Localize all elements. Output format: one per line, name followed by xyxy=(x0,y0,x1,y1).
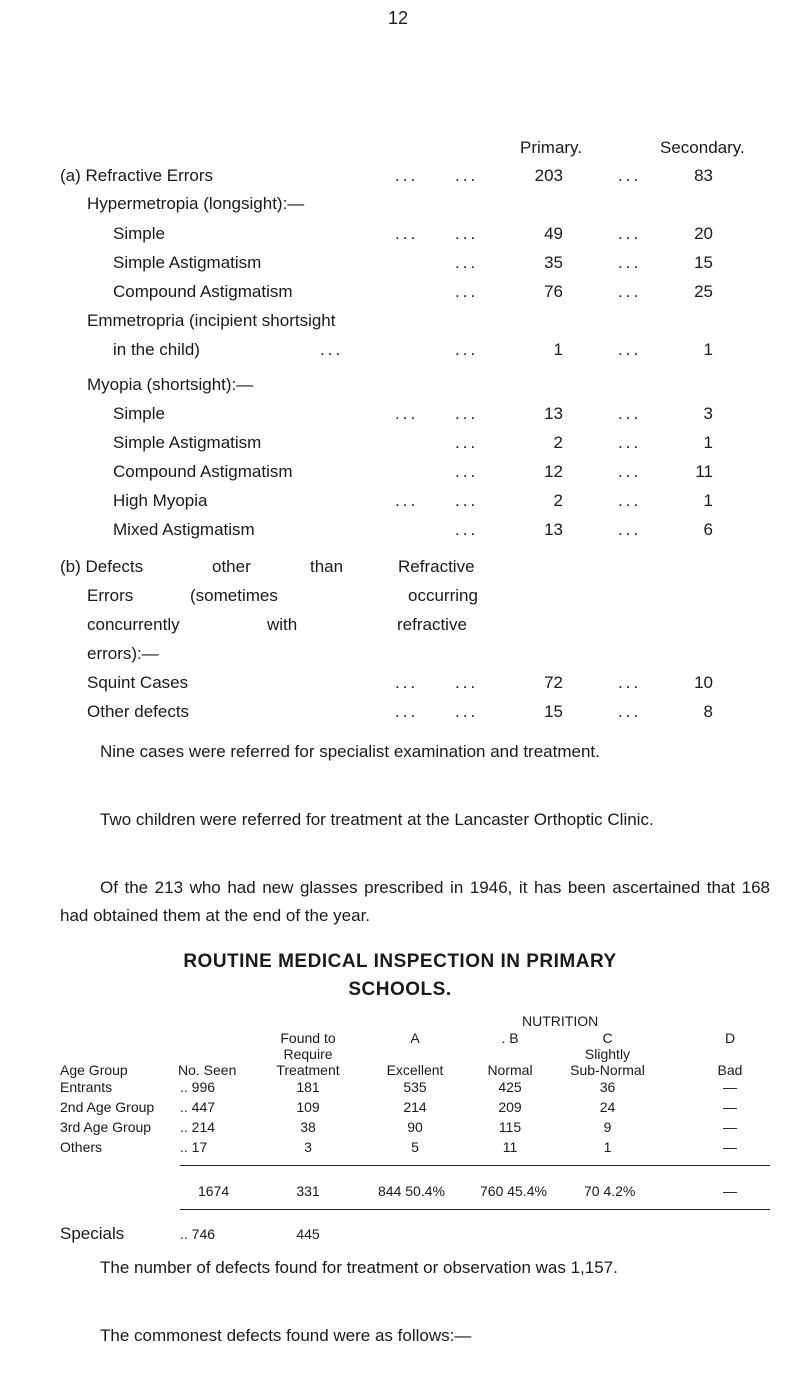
leader-dots: ... xyxy=(395,404,419,423)
totals-d: — xyxy=(723,1183,737,1199)
myopia-row-secondary: 3 xyxy=(703,404,713,423)
paragraph-orthoptic-clinic: Two children were referred for treatment at the Lancaster Orthoptic Clinic. xyxy=(100,810,654,829)
header-c-line3: Sub-Normal xyxy=(570,1062,645,1078)
header-c-line1: C xyxy=(602,1030,613,1046)
refractive-errors-secondary: 83 xyxy=(694,166,713,185)
defects-line1-a: (b) Defects xyxy=(60,557,144,576)
defects-line3-b: with xyxy=(267,615,298,634)
hyper-row-label: Compound Astigmatism xyxy=(113,282,293,301)
table-row-group: 2nd Age Group xyxy=(60,1099,155,1115)
table-row-b: 115 xyxy=(498,1119,522,1135)
paragraph-defects-count: The number of defects found for treatment or observation was 1,157. xyxy=(100,1258,618,1277)
emmetropria-secondary: 1 xyxy=(703,340,713,359)
defects-line4: errors):— xyxy=(87,644,159,663)
leader-dots: ... xyxy=(455,702,479,721)
header-a-line1: A xyxy=(410,1030,420,1046)
leader-dots: ... xyxy=(618,282,642,301)
leader-dots: ... xyxy=(618,224,642,243)
defects-line2-c: occurring xyxy=(408,586,478,605)
defects-line1-d: Refractive xyxy=(398,557,475,576)
primary-column-header: Primary. xyxy=(520,138,583,157)
myopia-row-label: Simple Astigmatism xyxy=(113,433,262,452)
section-heading-line2: SCHOOLS. xyxy=(348,979,452,1000)
leader-dots: ... xyxy=(618,166,642,185)
leader-dots: ... xyxy=(455,462,479,481)
defects-row-primary: 72 xyxy=(544,673,563,692)
table-row-group: 3rd Age Group xyxy=(60,1119,152,1135)
table-row-c: 36 xyxy=(599,1079,616,1095)
totals-c: 70 4.2% xyxy=(584,1183,636,1199)
table-row-seen: .. 17 xyxy=(180,1139,208,1155)
leader-dots: ... xyxy=(455,340,479,359)
leader-dots: ... xyxy=(618,404,642,423)
paragraph-commonest-defects: The commonest defects found were as follows:— xyxy=(100,1326,472,1345)
table-row-d: — xyxy=(723,1099,737,1115)
leader-dots: ... xyxy=(455,491,479,510)
leader-dots: ... xyxy=(618,520,642,539)
table-row-c: 1 xyxy=(603,1139,612,1155)
hyper-row-secondary: 20 xyxy=(694,224,713,243)
header-b-line1: . B xyxy=(501,1030,519,1046)
header-found-line3: Treatment xyxy=(276,1062,340,1078)
paragraph-specialist-referrals: Nine cases were referred for specialist examination and treatment. xyxy=(100,742,600,761)
header-no-seen: No. Seen xyxy=(178,1062,237,1078)
leader-dots: ... xyxy=(455,520,479,539)
hyper-row-primary: 49 xyxy=(544,224,563,243)
table-row-seen: .. 996 xyxy=(180,1079,216,1095)
secondary-column-header: Secondary. xyxy=(660,138,745,157)
leader-dots: ... xyxy=(618,340,642,359)
leader-dots: ... xyxy=(455,282,479,301)
leader-dots: ... xyxy=(618,253,642,272)
myopia-row-primary: 13 xyxy=(544,520,563,539)
refractive-errors-title: (a) Refractive Errors xyxy=(60,166,214,185)
leader-dots: ... xyxy=(618,491,642,510)
defects-line2-b: (sometimes xyxy=(190,586,278,605)
specials-label: Specials xyxy=(60,1224,125,1243)
emmetropria-primary: 1 xyxy=(553,340,563,359)
hyper-row-label: Simple xyxy=(113,224,165,243)
header-c-line2: Slightly xyxy=(584,1046,631,1062)
defects-line1-b: other xyxy=(212,557,251,576)
table-row-seen: .. 214 xyxy=(180,1119,216,1135)
defects-line1-c: than xyxy=(310,557,344,576)
hyper-row-primary: 76 xyxy=(544,282,563,301)
table-row-a: 535 xyxy=(403,1079,427,1095)
myopia-row-primary: 12 xyxy=(544,462,563,481)
header-a-line2: Excellent xyxy=(386,1062,444,1078)
hyper-row-primary: 35 xyxy=(544,253,563,272)
leader-dots: ... xyxy=(455,166,479,185)
leader-dots: ... xyxy=(395,166,419,185)
table-row-group: Others xyxy=(60,1139,103,1155)
table-row-treatment: 3 xyxy=(304,1139,312,1155)
leader-dots: ... xyxy=(395,673,419,692)
myopia-row-secondary: 6 xyxy=(703,520,713,539)
myopia-row-secondary: 1 xyxy=(703,433,713,452)
myopia-row-label: Simple xyxy=(113,404,165,423)
specials-seen: .. 746 xyxy=(180,1226,216,1242)
table-row-group: Entrants xyxy=(60,1079,113,1095)
defects-row-label: Other defects xyxy=(87,702,190,721)
myopia-row-primary: 13 xyxy=(544,404,563,423)
myopia-row-label: Compound Astigmatism xyxy=(113,462,293,481)
nutrition-label: NUTRITION xyxy=(522,1013,599,1029)
table-row-d: — xyxy=(723,1119,737,1135)
header-found-line1: Found to xyxy=(280,1030,336,1046)
totals-a: 844 50.4% xyxy=(378,1183,445,1199)
myopia-row-primary: 2 xyxy=(553,491,563,510)
defects-line3-c: refractive xyxy=(397,615,467,634)
table-row-treatment: 181 xyxy=(296,1079,320,1095)
table-row-d: — xyxy=(723,1139,737,1155)
table-row-b: 425 xyxy=(498,1079,522,1095)
myopia-row-label: High Myopia xyxy=(113,491,208,510)
defects-line2-a: Errors xyxy=(87,586,134,605)
defects-row-secondary: 8 xyxy=(703,702,713,721)
header-b-line2: Normal xyxy=(487,1062,533,1078)
header-d-line1: D xyxy=(724,1030,736,1046)
totals-b: 760 45.4% xyxy=(480,1183,547,1199)
header-found-line2: Require xyxy=(283,1046,333,1062)
myopia-heading: Myopia (shortsight):— xyxy=(87,375,254,394)
leader-dots: ... xyxy=(395,702,419,721)
leader-dots: ... xyxy=(455,404,479,423)
defects-row-secondary: 10 xyxy=(694,673,713,692)
hypermetropia-heading: Hypermetropia (longsight):— xyxy=(87,194,305,213)
myopia-row-primary: 2 xyxy=(553,433,563,452)
defects-row-primary: 15 xyxy=(544,702,563,721)
refractive-errors-primary: 203 xyxy=(534,166,563,185)
page-number: 12 xyxy=(388,8,409,28)
leader-dots: ... xyxy=(455,433,479,452)
table-row-a: 5 xyxy=(411,1139,419,1155)
myopia-row-secondary: 1 xyxy=(703,491,713,510)
emmetropria-line2: in the child) xyxy=(113,340,200,359)
myopia-row-secondary: 11 xyxy=(695,462,713,481)
table-row-b: 11 xyxy=(502,1139,518,1155)
leader-dots: ... xyxy=(395,224,419,243)
hyper-row-secondary: 15 xyxy=(694,253,713,272)
leader-dots: ... xyxy=(455,673,479,692)
table-row-treatment: 109 xyxy=(296,1099,320,1115)
leader-dots: ... xyxy=(618,462,642,481)
table-row-d: — xyxy=(723,1079,737,1095)
leader-dots: ... xyxy=(455,253,479,272)
table-row-a: 214 xyxy=(403,1099,427,1115)
table-row-a: 90 xyxy=(407,1119,423,1135)
header-d-line2: Bad xyxy=(717,1062,743,1078)
totals-seen: 1674 xyxy=(198,1183,230,1199)
table-row-b: 209 xyxy=(498,1099,522,1115)
table-divider-top xyxy=(180,1165,770,1166)
leader-dots: ... xyxy=(618,433,642,452)
myopia-row-label: Mixed Astigmatism xyxy=(113,520,255,539)
table-row-c: 24 xyxy=(599,1099,616,1115)
hyper-row-secondary: 25 xyxy=(694,282,713,301)
totals-treatment: 331 xyxy=(296,1183,320,1199)
leader-dots: ... xyxy=(320,340,344,359)
leader-dots: ... xyxy=(455,224,479,243)
table-row-treatment: 38 xyxy=(300,1119,316,1135)
paragraph-glasses-prescribed: Of the 213 who had new glasses prescribed in 1946, it has been ascertained that 168 had obtained them at the end of the year. xyxy=(60,878,770,925)
leader-dots: ... xyxy=(618,702,642,721)
leader-dots: ... xyxy=(395,491,419,510)
defects-row-label: Squint Cases xyxy=(87,673,189,692)
table-divider-bottom xyxy=(180,1209,770,1210)
header-age-group: Age Group xyxy=(60,1062,128,1078)
defects-line3-a: concurrently xyxy=(87,615,180,634)
emmetropria-line1: Emmetropria (incipient shortsight xyxy=(87,311,336,330)
section-heading-line1: ROUTINE MEDICAL INSPECTION IN PRIMARY xyxy=(183,951,617,972)
specials-treatment: 445 xyxy=(296,1226,320,1242)
leader-dots: ... xyxy=(618,673,642,692)
table-row-c: 9 xyxy=(603,1119,612,1135)
table-row-seen: .. 447 xyxy=(180,1099,216,1115)
hyper-row-label: Simple Astigmatism xyxy=(113,253,262,272)
